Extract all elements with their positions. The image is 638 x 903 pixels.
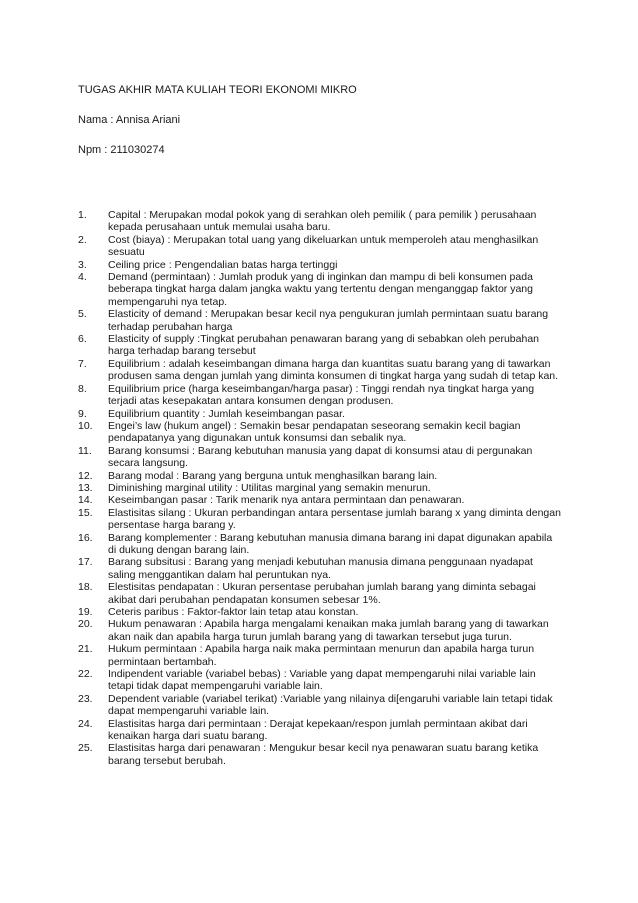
list-item [78, 308, 563, 333]
list-item-text: Equilibrium : adalah keseimbangan dimana harga dan kuantitas suatu barang yang di tawarkan produsen sama dengan jumlah yang diminta konsumen di tingkat harga yang sudah di tetap kan. [108, 357, 559, 383]
list-item-text: Equilibrium quantity : Jumlah keseimbangan pasar. [108, 407, 345, 420]
list-item-number: 5. [78, 308, 87, 321]
list-item [78, 234, 563, 259]
list-item-number: 3. [78, 258, 87, 271]
list-item-text: Dependent variable (variabel terikat) :Variable yang nilainya di[engaruhi variable lain tetapi tidak dapat mempengaruhi variable lain. [108, 692, 553, 718]
list-item-text: Barang modal : Barang yang berguna untuk menghasilkan barang lain. [108, 469, 438, 482]
list-item [78, 445, 563, 470]
list-item-text: Indipendent variable (variabel bebas) : Variable yang dapat mempengaruhi nilai variable lain tetapi tidak dapat mempengaruhi variable lain. [108, 668, 536, 693]
list-item [78, 618, 563, 643]
list-item-number: 6. [78, 333, 87, 346]
list-item [78, 606, 563, 618]
list-item [78, 668, 563, 693]
list-item-number: 9. [78, 407, 87, 420]
list-item-number: 25. [78, 742, 93, 755]
list-item [78, 470, 563, 482]
list-item-number: 2. [78, 233, 87, 246]
list-item-text: Barang konsumsi : Barang kebutuhan manusia yang dapat di konsumsi atau di pergunakan secara langsung. [108, 444, 533, 470]
list-item-number: 20. [78, 618, 93, 631]
list-item-number: 8. [78, 382, 87, 395]
list-item-number: 18. [78, 581, 93, 594]
list-item-number: 7. [78, 357, 87, 370]
list-item-number: 22. [78, 668, 93, 681]
list-item-text: Cost (biaya) : Merupakan total uang yang dikeluarkan untuk memperoleh atau menghasilkan sesuatu [108, 233, 539, 259]
list-item-text: Keseimbangan pasar : Tarik menarik nya antara permintaan dan penawaran. [108, 494, 465, 507]
list-item [78, 482, 563, 494]
list-item-text: Elasticity of demand : Merupakan besar kecil nya pengukuran jumlah permintaan suatu barang terhadap perubahan harga [108, 308, 549, 333]
document-header [78, 84, 558, 174]
list-item [78, 383, 563, 408]
list-item-number: 14. [78, 494, 93, 507]
list-item-number: 24. [78, 717, 93, 730]
list-item [78, 581, 563, 606]
list-item-number: 10. [78, 419, 93, 432]
list-item [78, 494, 563, 506]
list-item [78, 507, 563, 532]
list-item [78, 271, 563, 308]
list-item [78, 718, 563, 743]
list-item [78, 742, 563, 767]
list-item-text: Elestisitas pendapatan : Ukuran persentase perubahan jumlah barang yang diminta sebagai akibat dari perubahan pendapatan konsumen sebesar 1%. [108, 581, 536, 606]
list-item [78, 532, 563, 557]
list-item-text: Equilibrium price (harga keseimbangan/harga pasar) : Tinggi rendah nya tingkat harga yang terjadi atas kesepakatan antara konsumen dengan produsen. [108, 382, 535, 408]
list-item [78, 408, 563, 420]
list-item-text: Elasticity of supply :Tingkat perubahan penawaran barang yang di sebabkan oleh perubahan harga terhadap barang tersebut [108, 333, 539, 358]
list-item [78, 420, 563, 445]
list-item-text: Engei’s law (hukum angel) : Semakin besar pendapatan seseorang semakin kecil bagian pendapatanya yang digunakan untuk konsumsi dan sebalik nya. [108, 419, 521, 445]
list-item-text: Elastisitas silang : Ukuran perbandingan antara persentase jumlah barang x yang diminta dengan persentase harga barang y. [108, 506, 561, 532]
list-item-text: Hukum penawaran : Apabila harga mengalami kenaikan maka jumlah barang yang di tawarkan akan naik dan apabila harga turun jumlah barang yang di tawarkan tersebut juga turun. [108, 618, 549, 643]
list-item-number: 15. [78, 506, 93, 519]
student-npm: Npm : 211030274 [78, 144, 165, 156]
list-item [78, 333, 563, 358]
list-item-text: Demand (permintaan) : Jumlah produk yang di inginkan dan mampu di beli konsumen pada beberapa tingkat harga dalam jangka waktu yang tertentu dengan menganggap faktor yang mempengaruhi nya tetap. [108, 271, 533, 308]
list-item-number: 13. [78, 481, 93, 494]
list-item-number: 23. [78, 692, 93, 705]
list-item-number: 1. [78, 209, 87, 221]
list-item-text: Ceteris paribus : Faktor-faktor lain tetap atau konstan. [108, 606, 359, 618]
list-item-number: 17. [78, 556, 93, 569]
list-item-number: 4. [78, 271, 87, 284]
list-item-number: 16. [78, 531, 93, 544]
list-item-number: 19. [78, 606, 93, 618]
term-list [78, 209, 563, 767]
list-item-text: Capital : Merupakan modal pokok yang di serahkan oleh pemilik ( para pemilik ) perusahaan kepada perusahaan untuk memulai usaha baru. [108, 209, 537, 234]
list-item-text: Barang komplementer : Barang kebutuhan manusia dimana barang ini dapat digunakan apabila di dukung dengan barang lain. [108, 531, 553, 556]
list-item [78, 556, 563, 581]
list-item-text: Elastisitas harga dari penawaran : Mengukur besar kecil nya penawaran suatu barang ketika barang tersebut berubah. [108, 742, 539, 767]
list-item-text: Elastisitas harga dari permintaan : Derajat kepekaan/respon jumlah permintaan akibat dari kenaikan harga dari suatu barang. [108, 717, 528, 743]
list-item [78, 358, 563, 383]
list-item [78, 259, 563, 271]
list-item [78, 643, 563, 668]
list-item-number: 12. [78, 469, 93, 482]
list-item-number: 21. [78, 643, 93, 656]
list-item-text: Diminishing marginal utility : Utilitas marginal yang semakin menurun. [108, 481, 431, 494]
list-item [78, 693, 563, 718]
list-item [78, 209, 563, 234]
list-item-number: 11. [78, 444, 92, 457]
student-name: Nama : Annisa Ariani [78, 114, 181, 126]
list-item-text: Barang subsitusi : Barang yang menjadi kebutuhan manusia dimana penggunaan nyadapat saling menggantikan dalam hal peruntukan nya. [108, 556, 533, 581]
list-item-text: Hukum permintaan : Apabila harga naik maka permintaan menurun dan apabila harga turun permintaan bertambah. [108, 643, 535, 668]
list-item-text: Ceiling price : Pengendalian batas harga tertinggi [108, 258, 338, 271]
document-title: TUGAS AKHIR MATA KULIAH TEORI EKONOMI MIKRO [78, 84, 357, 96]
